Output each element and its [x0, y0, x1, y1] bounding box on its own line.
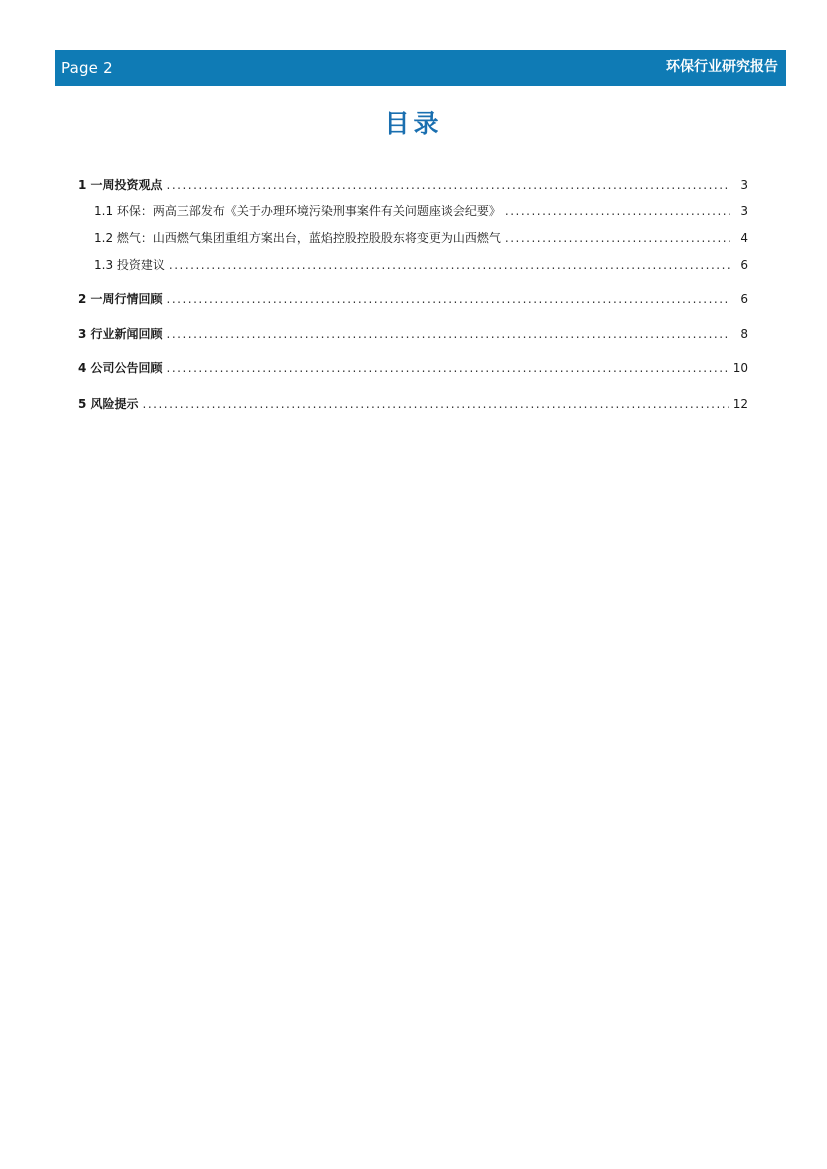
toc-dot-leader [167, 359, 729, 377]
toc-entry-2[interactable] [78, 290, 748, 308]
toc-entry-label: 1.2 燃气：山西燃气集团重组方案出台，蓝焰控股控股股东将变更为山西燃气 [94, 231, 501, 245]
toc-dot-leader [143, 395, 729, 413]
page-number-label: Page 2 [61, 59, 113, 77]
toc-title: 目录 [384, 109, 443, 138]
toc-entry-3[interactable] [78, 325, 748, 343]
toc-dot-leader [167, 325, 730, 343]
toc-dot-leader [167, 290, 730, 308]
toc-entry-4[interactable] [78, 359, 748, 377]
toc-entry-page: 6 [740, 292, 748, 306]
toc-dot-leader [505, 202, 730, 220]
toc-dot-leader [169, 256, 730, 274]
report-title: 环保行业研究报告 [666, 59, 778, 75]
toc-entry-label: 2 一周行情回顾 [78, 292, 163, 306]
toc-entry-label: 1.3 投资建议 [94, 258, 165, 272]
toc-entry-page: 12 [732, 397, 748, 411]
toc-entry-label: 1.1 环保：两高三部发布《关于办理环境污染刑事案件有关问题座谈会纪要》 [94, 204, 501, 218]
toc-entry-page: 4 [740, 231, 748, 245]
toc-entry-page: 10 [732, 361, 748, 375]
toc-entry-label: 5 风险提示 [78, 397, 139, 411]
toc-entry-label: 3 行业新闻回顾 [78, 327, 163, 341]
toc-entry-label: 1 一周投资观点 [78, 178, 163, 192]
toc-entry-1-2[interactable] [94, 229, 748, 247]
toc-entry-page: 3 [740, 204, 748, 218]
toc-entry-5[interactable] [78, 395, 748, 413]
toc-entry-1-3[interactable] [94, 256, 748, 274]
toc-entry-page: 3 [740, 178, 748, 192]
header-bar [55, 50, 786, 86]
toc-dot-leader [167, 176, 730, 194]
toc-entry-1[interactable] [78, 176, 748, 194]
toc-dot-leader [505, 229, 730, 247]
toc-entry-1-1[interactable] [94, 202, 748, 220]
toc-entry-page: 8 [740, 327, 748, 341]
toc-entry-page: 6 [740, 258, 748, 272]
toc-entry-label: 4 公司公告回顾 [78, 361, 163, 375]
